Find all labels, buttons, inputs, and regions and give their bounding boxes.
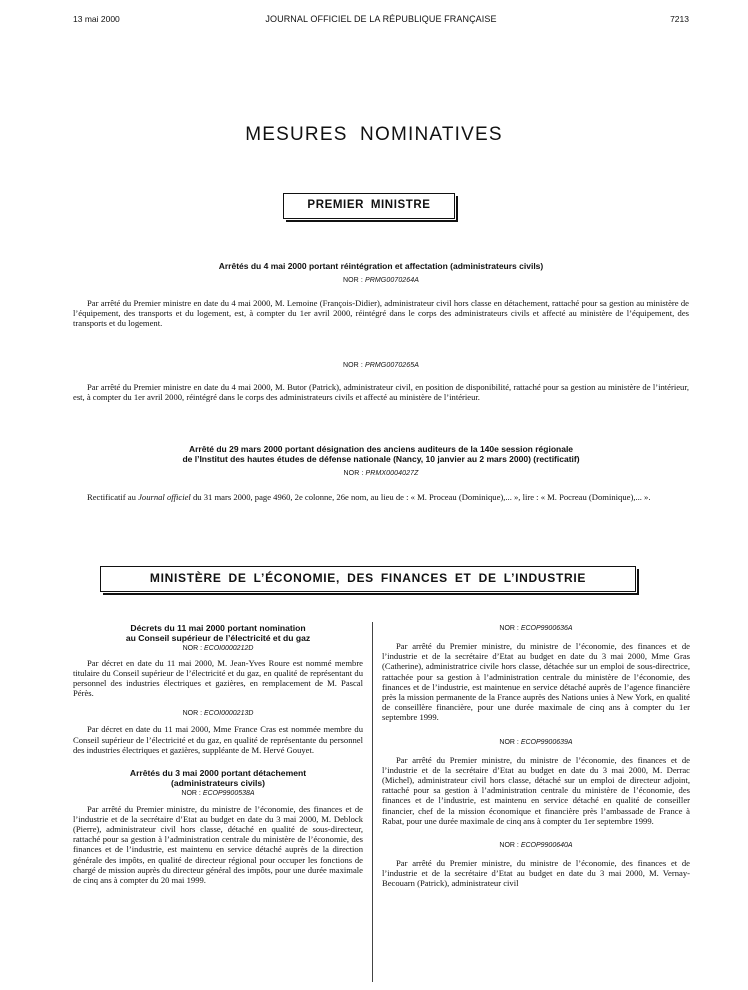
nor-reference — [382, 842, 690, 849]
ministere-economie-box: MINISTÈRE DE L’ÉCONOMIE, DES FINANCES ET DE L’INDUSTRIE — [100, 566, 636, 592]
nor-reference — [382, 739, 690, 746]
main-title: MESURES NOMINATIVES — [245, 124, 503, 145]
nor-reference — [73, 645, 363, 652]
paragraph-derrac: Par arrêté du Premier ministre, du ministre de l’économie, des finances et de l’industrie et de la secrétaire d’Etat au budget en date du 3 mai 2000, M. Derrac (Michel), administrateur civil hors classe, détaché sur un emploi de directeur adjoint, rattaché pour sa gestion à l’administration centrale du ministère de l’économie, des finances et de l’industrie, est maintenu en service détaché en qualité de conseiller financier, chef de la mission économique et financière près l’ambassade de France à Rabat, pour une durée maximale de cinq ans à compter du 1er septembre 1999. — [382, 754, 690, 826]
nor-code: ECOP9900639A — [520, 738, 573, 746]
nor-reference — [73, 277, 689, 284]
nor-code: PRMG0070265A — [364, 362, 420, 369]
nor-label: NOR : — [499, 738, 519, 746]
paragraph-deblock: Par arrêté du Premier ministre, du ministre de l’économie, des finances et de l’industrie et de la secrétaire d’Etat au budget en date du 3 mai 2000, M. Deblock (Pierre), administrateur civil hors classe, détaché en qualité de sous-directeur, rattaché pour sa gestion à l’administration centrale du ministère de l’économie, des finances et de l’industrie, est maintenu en service détaché auprès de la direction générale des impôts, en qualité de directeur régional pour occuper les fonctions de chargé de mission auprès du directeur général des impôts, pour une durée maximale de cinq ans à compter du 20 mai 1999. — [73, 803, 363, 886]
nor-code: ECOI0000212D — [203, 644, 254, 652]
nor-code: ECOI0000213D — [203, 710, 254, 718]
paragraph-gras: Par arrêté du Premier ministre, du ministre de l’économie, des finances et de l’industrie et de la secrétaire d’Etat au budget en date du 3 mai 2000, Mme Gras (Catherine), administratrice civile hors classe, détachée sur un emploi de sous-directrice, rattachée pour sa gestion à l’administration centrale du ministère de l’économie, des finances et de l’industrie, est maintenue en service détaché auprès de l’agence financière près la mission permanente de la France auprès des Nations unies à New York, en qualité de conseillère financière, pour une durée maximale de cinq ans à compter du 1er septembre 1999. — [382, 641, 690, 723]
paragraph-lemoine: Par arrêté du Premier ministre en date du 4 mai 2000, M. Lemoine (François-Didier), administrateur civil hors classe en détachement, rattaché pour sa gestion au ministère de l’équipement, des transports et du logement, est, à compter du 1er avril 2000, réintégré dans le corps des administrateurs civils et affecté au ministère de l’équipement, des transports et du logement. — [73, 298, 689, 329]
paragraph-rectificatif — [73, 492, 689, 502]
nor-reference — [73, 470, 689, 477]
nor-label: NOR : — [181, 789, 201, 797]
nor-code: PRMX0004027Z — [365, 470, 419, 477]
paragraph-cras: Par décret en date du 11 mai 2000, Mme France Cras est nommée membre du Conseil supérieur de l’électricité et du gaz, en qualité de représentante du personnel des industries électriques et gazières, suppléante de M. Hervé Gouyet. — [73, 724, 363, 755]
section-title-line: (administrateurs civils) — [170, 777, 266, 788]
nor-code: ECOP9900636A — [520, 625, 573, 632]
paragraph-butor: Par arrêté du Premier ministre en date du 4 mai 2000, M. Butor (Patrick), administrateur civil, en position de disponibilité, rattaché pour sa gestion au ministère de l’intérieur, est, à compter du 1er avril 2000, réintégré dans le corps des administrateurs civils et affecté au ministère de l’intérieur. — [73, 382, 689, 403]
section-title-line: Décrets du 11 mai 2000 portant nomination — [130, 623, 306, 633]
rectificatif-text: du 31 mars 2000, page 4960, 2e colonne, 26e nom, au lieu de : « M. Proceau (Dominique),... », lire : « M. Pocreau (Dominique),... ». — [192, 492, 651, 502]
nor-reference — [73, 790, 363, 797]
section-title-line: au Conseil supérieur de l’électricité et du gaz — [125, 632, 311, 643]
journal-officiel-ref: Journal officiel — [138, 492, 191, 502]
left-column — [73, 624, 363, 885]
column-divider — [372, 622, 373, 982]
nor-code: ECOP9900538A — [202, 789, 255, 797]
nor-label: NOR : — [499, 625, 519, 632]
nor-label: NOR : — [182, 710, 203, 718]
section-title-arrete-29-mars — [73, 444, 689, 464]
paragraph-vernay-becouarn: Par arrêté du Premier ministre, du ministre de l’économie, des finances et de l’industrie et de la secrétaire d’Etat au budget en date du 3 mai 2000, M. Vernay-Becouarn (Patrick), administrateur civil — [382, 858, 690, 889]
nor-label: NOR : — [342, 277, 363, 284]
nor-reference — [382, 625, 690, 632]
header-date: 13 mai 2000 — [73, 14, 120, 24]
nor-label: NOR : — [343, 470, 364, 477]
section-title-line: de l’Institut des hautes études de défense nationale (Nancy, 10 janvier au 2 mars 2000) (rectificatif) — [182, 454, 580, 464]
page-header — [73, 14, 689, 30]
right-column — [382, 624, 690, 889]
nor-reference — [73, 362, 689, 369]
nor-reference — [73, 710, 363, 717]
nor-label: NOR : — [182, 644, 203, 652]
section-title-decrets-11-mai — [73, 624, 363, 644]
section-title-arretes-3-mai — [73, 769, 363, 789]
rectificatif-text: Rectificatif au — [87, 492, 136, 502]
nor-code: PRMG0070264A — [364, 277, 420, 284]
header-journal-title: JOURNAL OFFICIEL DE LA RÉPUBLIQUE FRANÇAISE — [265, 14, 497, 24]
section-title-line: Arrêté du 29 mars 2000 portant désignation des anciens auditeurs de la 140e session régionale — [188, 444, 574, 454]
nor-label: NOR : — [342, 362, 363, 369]
header-page-number: 7213 — [670, 14, 689, 24]
section-title-line: Arrêtés du 3 mai 2000 portant détachement — [129, 768, 307, 779]
nor-label: NOR : — [499, 842, 519, 850]
nor-code: ECOP9900640A — [520, 842, 573, 850]
paragraph-roure: Par décret en date du 11 mai 2000, M. Jean-Yves Roure est nommé membre titulaire du Conseil supérieur de l’électricité et du gaz, en qualité de représentant du personnel des industries électriques et gazières, en remplacement de M. Pascal Pérès. — [73, 657, 363, 699]
premier-ministre-box: PREMIER MINISTRE — [283, 193, 455, 219]
section-title-arretes-4-mai: Arrêtés du 4 mai 2000 portant réintégration et affectation (administrateurs civils) — [218, 261, 544, 271]
